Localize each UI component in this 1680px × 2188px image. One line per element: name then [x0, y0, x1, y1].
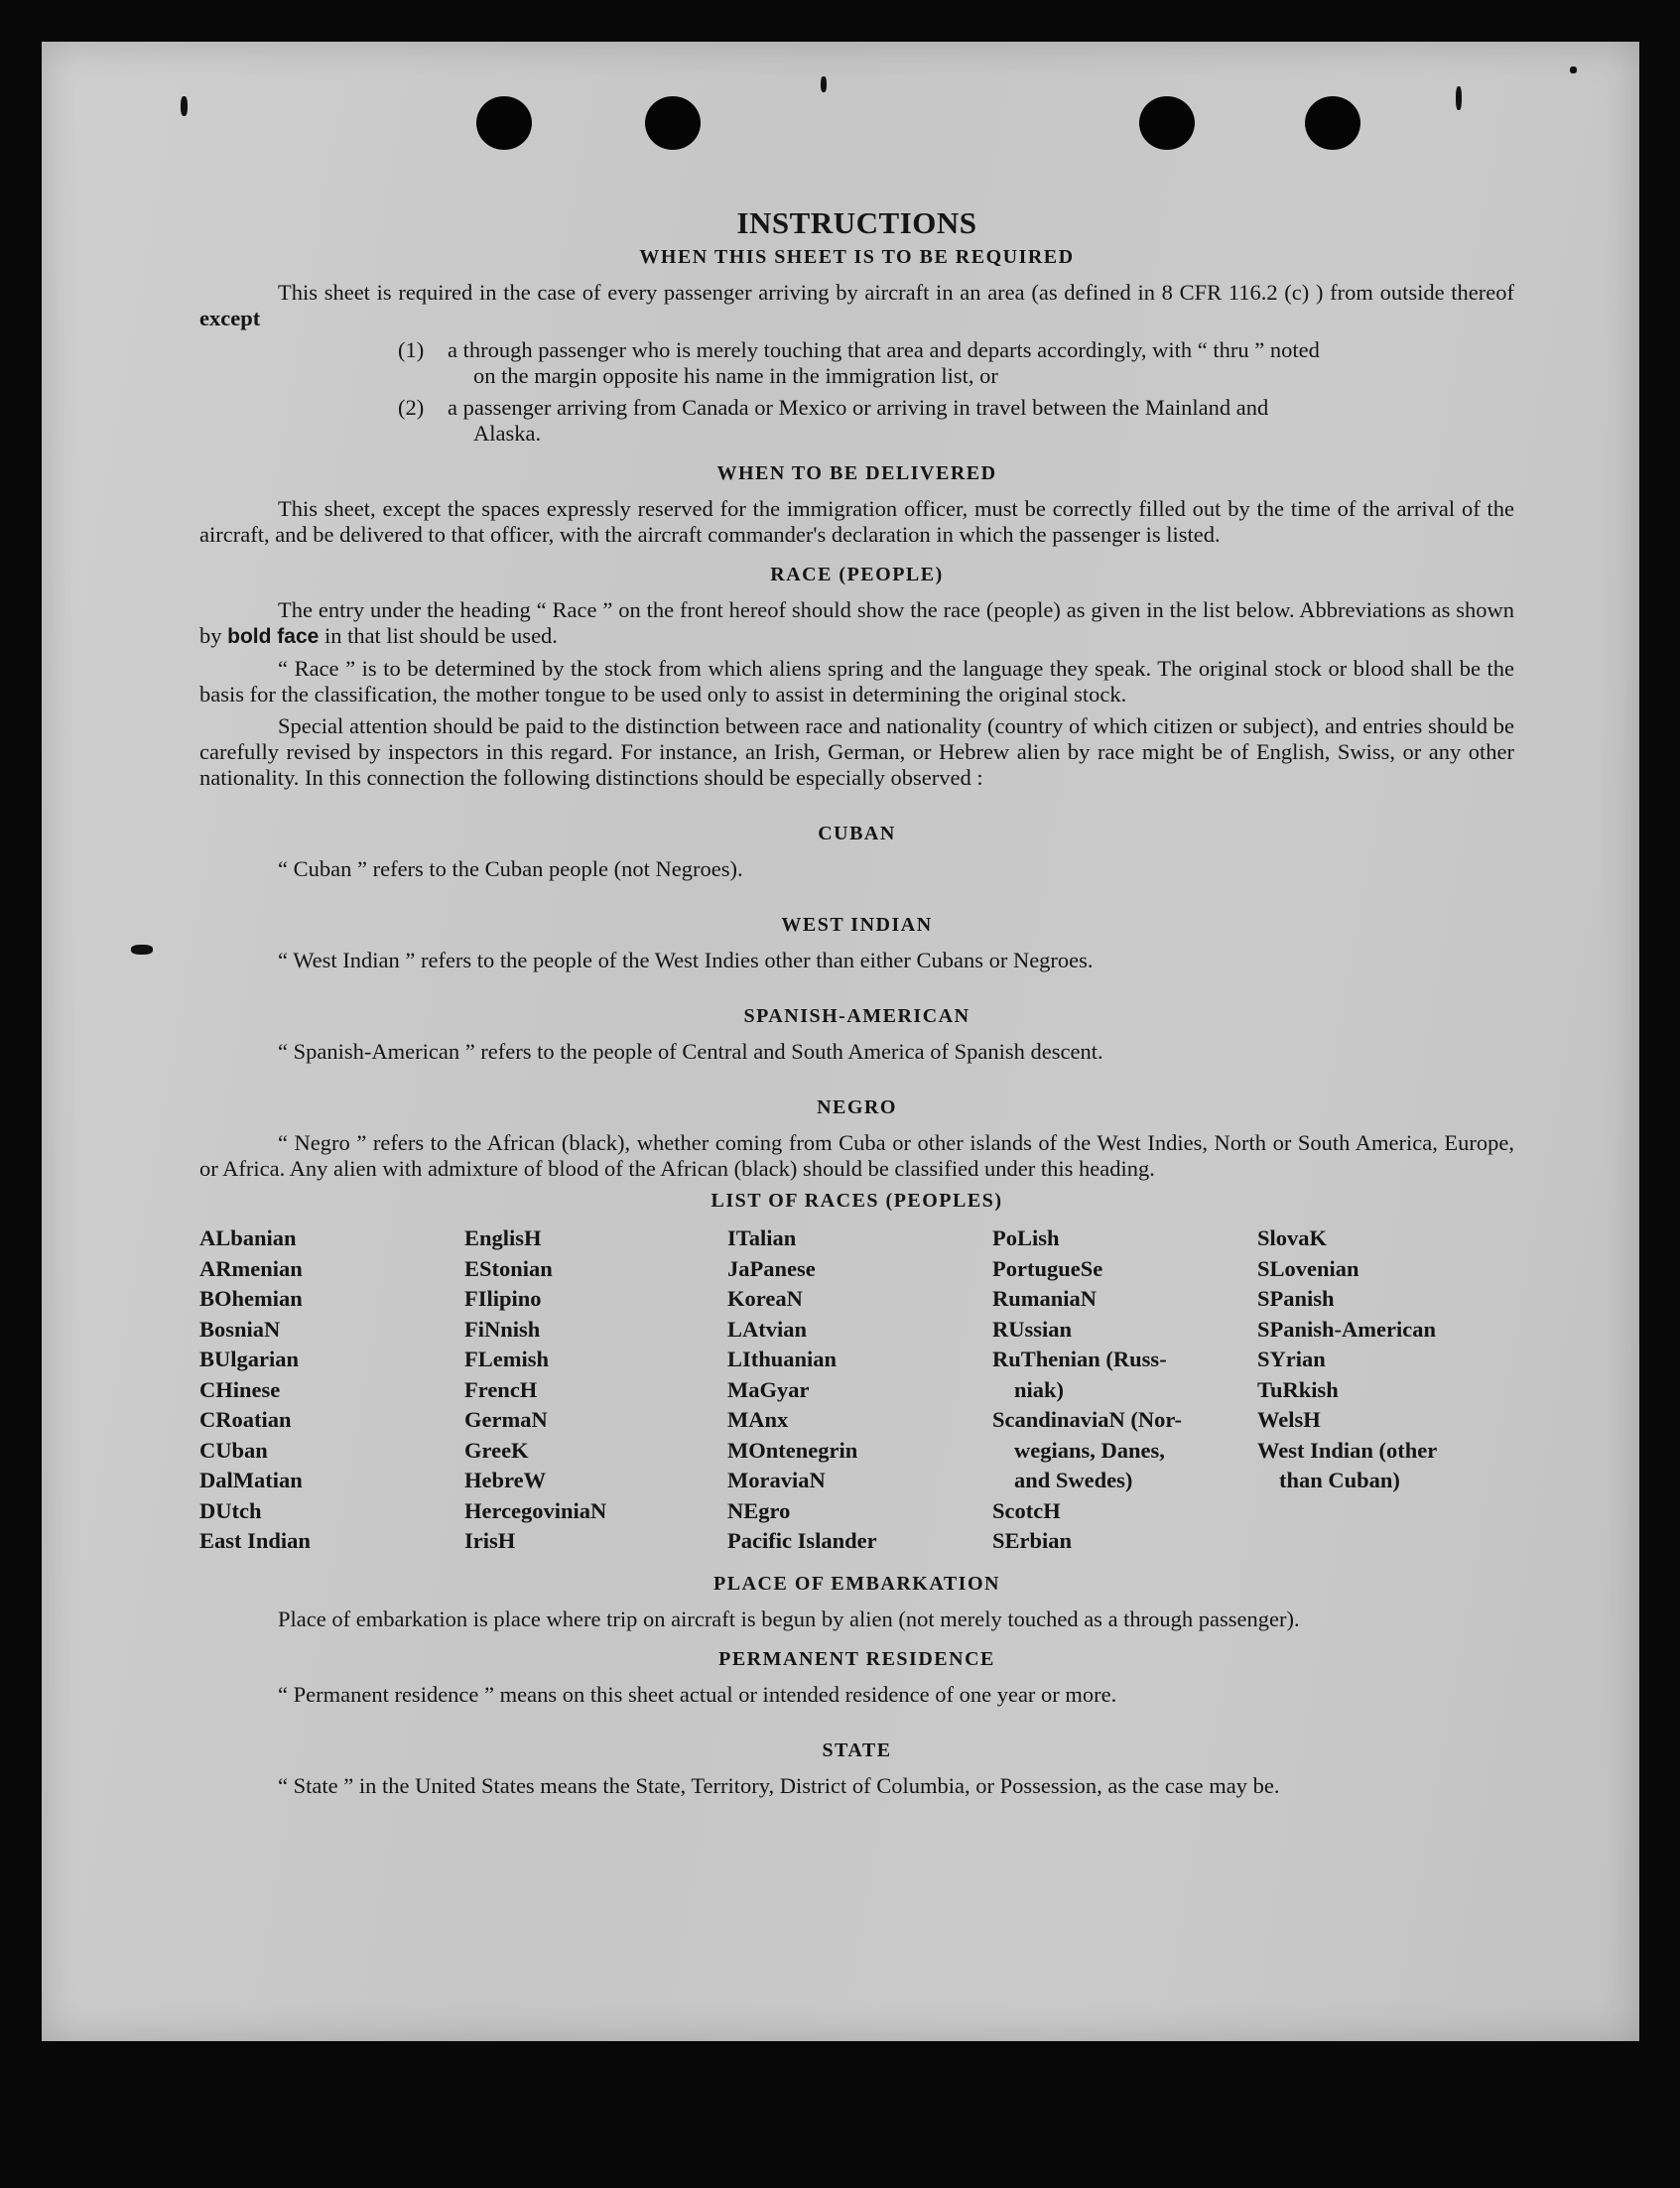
punch-hole — [645, 96, 701, 150]
race-column — [464, 1223, 727, 1557]
race-entry: MOntenegrin — [727, 1437, 858, 1463]
residence-heading: PERMANENT RESIDENCE — [718, 1647, 995, 1670]
required-intro: This sheet is required in the case of every passenger arriving by aircraft in an area (as defined in 8 CFR 116.2 (c) ) from outside thereof except — [199, 280, 1514, 330]
race-entry: and Swedes) — [1014, 1468, 1133, 1492]
race-entry: CRoatian — [199, 1407, 292, 1432]
race-entry: DalMatian — [199, 1468, 303, 1492]
race-entry: PoLish — [992, 1225, 1060, 1250]
race-entry: BUlgarian — [199, 1347, 300, 1371]
delivered-heading: WHEN TO BE DELIVERED — [716, 462, 997, 484]
race-entry: SPanish-American — [1257, 1316, 1436, 1342]
race-entry: PortugueSe — [992, 1255, 1103, 1281]
race-column — [727, 1223, 992, 1557]
negro-heading: NEGRO — [817, 1096, 897, 1118]
race-paragraph: Special attention should be paid to the distinction between race and nationality (country of which citizen or subject), and entries should be carefully revised by inspectors in this regard. For instance, an Irish, German, or Hebrew alien by race might be of English, Swiss, or any other nationality. In this connection the following distinctions should be especially observed : — [199, 713, 1514, 790]
race-entry: ALbanian — [199, 1225, 297, 1250]
race-list-heading: LIST OF RACES (PEOPLES) — [711, 1190, 1003, 1212]
race-entry: HebreW — [464, 1468, 547, 1492]
race-entry: WelsH — [1257, 1407, 1321, 1432]
required-item — [199, 337, 1514, 389]
race-paragraph: “ Race ” is to be determined by the stock from which aliens spring and the language they speak. The original stock or blood shall be the basis for the classification, the mother tongue to be used only to assist in determining the original stock. — [199, 656, 1514, 707]
race-entry: FIlipino — [464, 1286, 542, 1311]
speck-mark — [821, 76, 827, 92]
item-line: a through passenger who is merely touching that area and departs accordingly, with “ thru ” noted — [448, 337, 1320, 362]
negro-text: “ Negro ” refers to the African (black), whether coming from Cuba or other islands of the West Indies, North or South America, Europe, or Africa. Any alien with admixture of blood of the African (black) should be classified under this heading. — [199, 1130, 1514, 1181]
race-entry: IrisH — [464, 1528, 516, 1553]
race-entry: than Cuban) — [1279, 1468, 1400, 1492]
race-entry: LAtvian — [727, 1316, 808, 1342]
race-entry: GreeK — [464, 1437, 529, 1463]
race-paragraph: The entry under the heading “ Race ” on the front hereof should show the race (people) as given in the list below. Abbreviations as shown by bold face in that list should be used. — [199, 597, 1514, 648]
document-sheet — [42, 42, 1639, 2041]
speck-mark — [1570, 66, 1577, 73]
race-entry: SLovenian — [1257, 1255, 1359, 1281]
race-entry: BosniaN — [199, 1316, 281, 1342]
race-entry: KoreaN — [727, 1286, 803, 1311]
race-entry: ARmenian — [199, 1255, 303, 1281]
race-entry: ScotcH — [992, 1497, 1061, 1523]
race-entry: BOhemian — [199, 1286, 303, 1311]
race-entry: MaGyar — [727, 1376, 810, 1402]
punch-hole — [1305, 96, 1360, 150]
race-entry: SYrian — [1257, 1347, 1326, 1371]
cuban-text: “ Cuban ” refers to the Cuban people (not Negroes). — [278, 856, 743, 881]
residence-text: “ Permanent residence ” means on this sheet actual or intended residence of one year or more. — [278, 1681, 1117, 1707]
embarkation-text: Place of embarkation is place where trip on aircraft is begun by alien (not merely touched as a through passenger). — [278, 1606, 1300, 1631]
punch-hole — [1139, 96, 1195, 150]
race-entry: ScandinaviaN (Nor- — [992, 1407, 1183, 1432]
race-entry: LIthuanian — [727, 1347, 838, 1371]
race-entry: RumaniaN — [992, 1286, 1098, 1311]
item-number: (2) — [398, 395, 425, 420]
state-text: “ State ” in the United States means the State, Territory, District of Columbia, or Possession, as the case may be. — [278, 1772, 1280, 1798]
race-entry: CHinese — [199, 1376, 281, 1402]
race-entry: DUtch — [199, 1497, 262, 1523]
race-entry: SErbian — [992, 1528, 1073, 1553]
speck-mark — [1456, 86, 1462, 110]
race-entry: CUban — [199, 1437, 268, 1463]
race-entry: RUssian — [992, 1316, 1073, 1342]
speck-mark — [131, 945, 153, 955]
speck-mark — [181, 96, 188, 116]
race-entry: Pacific Islander — [727, 1528, 877, 1553]
race-entry: FiNnish — [464, 1316, 541, 1342]
race-entry: wegians, Danes, — [1014, 1437, 1165, 1463]
race-list — [199, 1223, 1514, 1557]
race-entry: GermaN — [464, 1407, 548, 1432]
west-indian-heading: WEST INDIAN — [781, 914, 933, 936]
race-entry: EnglisH — [464, 1225, 542, 1250]
delivered-text: This sheet, except the spaces expressly reserved for the immigration officer, must be correctly filled out by the time of the arrival of the aircraft, and be delivered to that officer, with the aircraft commander's declaration in which the passenger is listed. — [199, 496, 1514, 547]
state-heading: STATE — [822, 1738, 892, 1761]
race-entry: FLemish — [464, 1347, 550, 1371]
race-heading: RACE (PEOPLE) — [770, 564, 944, 585]
race-entry: EStonian — [464, 1255, 553, 1281]
page-title: INSTRUCTIONS — [736, 205, 977, 240]
race-entry: FrencH — [464, 1376, 538, 1402]
required-item — [199, 395, 1514, 447]
race-column — [1257, 1223, 1514, 1557]
race-column — [199, 1223, 464, 1557]
race-entry: SPanish — [1257, 1286, 1335, 1311]
race-entry: NEgro — [727, 1497, 791, 1523]
race-entry: MoraviaN — [727, 1468, 826, 1492]
item-line: a passenger arriving from Canada or Mexico or arriving in travel between the Mainland and — [448, 395, 1269, 420]
required-heading: WHEN THIS SHEET IS TO BE REQUIRED — [639, 246, 1075, 268]
spanish-american-heading: SPANISH-AMERICAN — [743, 1005, 970, 1027]
race-entry: HercegoviniaN — [464, 1497, 607, 1523]
item-line: Alaska. — [473, 421, 542, 446]
race-entry: MAnx — [727, 1407, 789, 1432]
west-indian-text: “ West Indian ” refers to the people of the West Indies other than either Cubans or Negroes. — [278, 948, 1094, 972]
item-number: (1) — [398, 337, 425, 362]
embarkation-heading: PLACE OF EMBARKATION — [713, 1572, 1000, 1595]
race-entry: West Indian (other — [1257, 1437, 1438, 1463]
race-entry: RuThenian (Russ- — [992, 1347, 1167, 1371]
race-entry: ITalian — [727, 1225, 797, 1250]
race-column — [992, 1223, 1257, 1557]
spanish-american-text: “ Spanish-American ” refers to the people of Central and South America of Spanish descent. — [278, 1039, 1103, 1064]
instructions-content — [199, 166, 1514, 1805]
race-entry: East Indian — [199, 1528, 311, 1553]
punch-hole — [476, 96, 532, 150]
race-entry: JaPanese — [727, 1255, 816, 1281]
race-entry: TuRkish — [1257, 1376, 1339, 1402]
race-entry: SlovaK — [1257, 1225, 1328, 1250]
cuban-heading: CUBAN — [818, 823, 896, 844]
item-line: on the margin opposite his name in the immigration list, or — [473, 363, 998, 388]
race-entry: niak) — [1014, 1376, 1065, 1402]
